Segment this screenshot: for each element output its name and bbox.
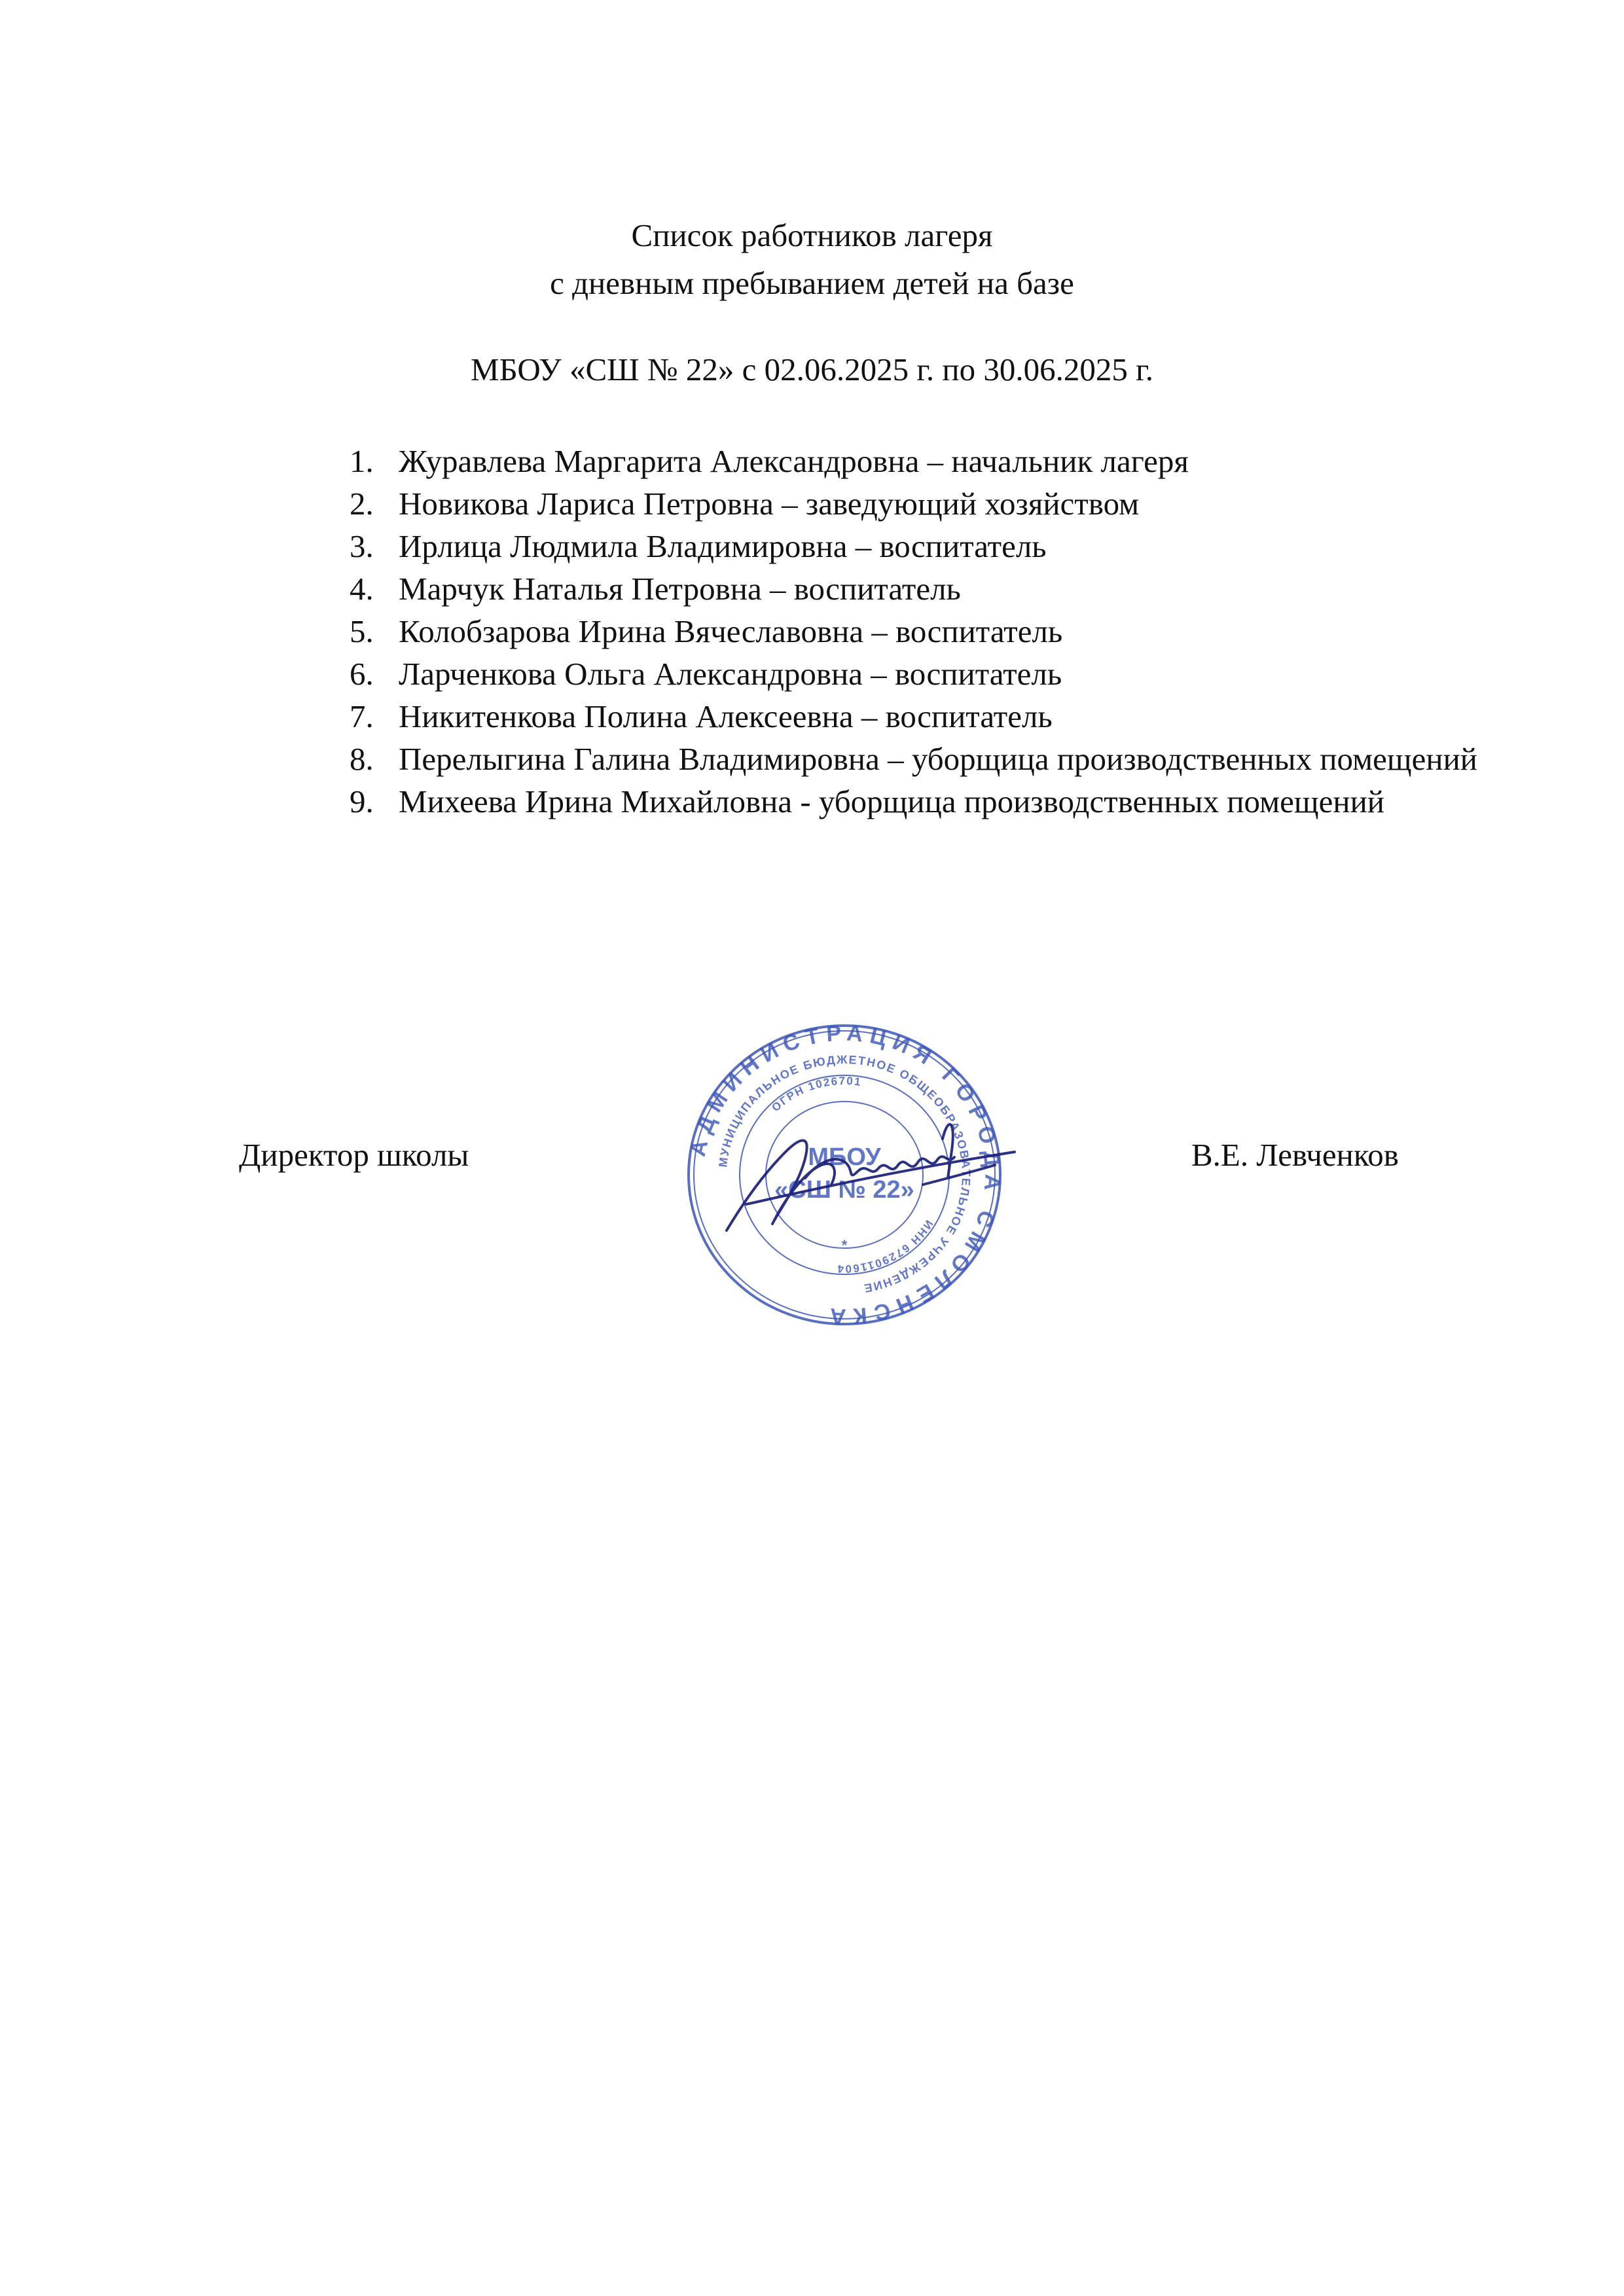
- staff-list-item: [350, 440, 1515, 482]
- director-name-label: В.Е. Левченков: [1191, 1137, 1399, 1173]
- staff-list-item: [350, 525, 1515, 567]
- staff-list-item: [350, 610, 1515, 653]
- staff-list-item: [350, 695, 1515, 738]
- seal-middle-text: МУНИЦИПАЛЬНОЕ БЮДЖЕТНОЕ ОБЩЕОБРАЗОВАТЕЛЬНОЕ УЧРЕЖДЕНИЕ: [716, 1052, 973, 1295]
- staff-item-number: 1.: [350, 443, 374, 479]
- staff-item-number: 2.: [350, 486, 374, 522]
- staff-item-text: Михеева Ирина Михайловна - уборщица производственных помещений: [399, 783, 1385, 819]
- staff-item-number: 5.: [350, 613, 374, 649]
- staff-list-item: [350, 482, 1515, 525]
- staff-list-item: [350, 567, 1515, 610]
- staff-item-number: 7.: [350, 698, 374, 734]
- staff-item-text: Ларченкова Ольга Александровна – воспитатель: [399, 656, 1062, 692]
- staff-item-text: Перелыгина Галина Владимировна – уборщица производственных помещений: [399, 741, 1478, 777]
- seal-center-text-2: «СШ № 22»: [774, 1176, 914, 1204]
- staff-item-number: 9.: [350, 783, 374, 819]
- staff-item-number: 3.: [350, 528, 374, 564]
- staff-list: [350, 440, 1515, 823]
- seal-inn-text: ИНН 6729011604: [836, 1217, 935, 1276]
- staff-list-item: [350, 738, 1515, 780]
- director-position-label: Директор школы: [239, 1137, 469, 1173]
- staff-item-text: Никитенкова Полина Алексеевна – воспитатель: [399, 698, 1053, 734]
- seal-ogrn-text: ОГРН 1026701: [769, 1074, 863, 1115]
- staff-item-text: Ирлица Людмила Владимировна – воспитатель: [399, 528, 1047, 564]
- staff-item-text: Новикова Лариса Петровна – заведующий хозяйством: [399, 486, 1140, 522]
- document-title-line-2: с дневным пребыванием детей на базе: [550, 265, 1074, 301]
- seal-star-icon: *: [841, 1237, 848, 1253]
- document-title-line-3: МБОУ «СШ № 22» с 02.06.2025 г. по 30.06.2025 г.: [471, 351, 1153, 387]
- document-title-line-1: Список работников лагеря: [631, 217, 993, 253]
- staff-list-item: [350, 780, 1515, 823]
- staff-item-text: Журавлева Маргарита Александровна – начальник лагеря: [399, 443, 1189, 479]
- staff-item-number: 6.: [350, 656, 374, 692]
- staff-item-text: Марчук Наталья Петровна – воспитатель: [399, 571, 961, 607]
- staff-list-item: [350, 653, 1515, 695]
- staff-item-text: Колобзарова Ирина Вячеславовна – воспитатель: [399, 613, 1063, 649]
- director-signature: [707, 1100, 1021, 1250]
- seal-outer-text: АДМИНИСТРАЦИЯ ГОРОДА СМОЛЕНСКА: [685, 1020, 1005, 1329]
- seal-center-text-1: МБОУ: [808, 1143, 881, 1171]
- staff-item-number: 8.: [350, 741, 374, 777]
- staff-item-number: 4.: [350, 571, 374, 607]
